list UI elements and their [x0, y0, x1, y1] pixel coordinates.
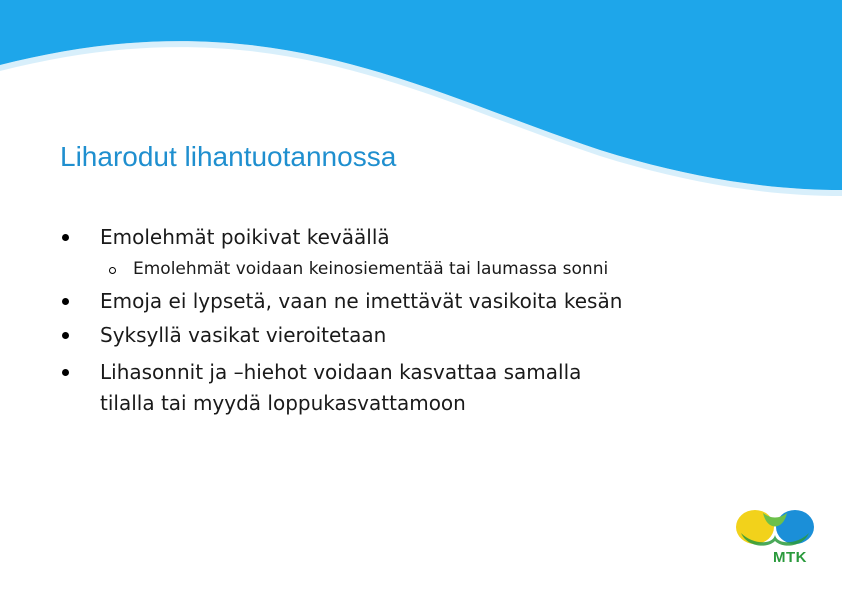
bullet-dot-icon: [62, 332, 69, 339]
bullet-dot-icon: [62, 298, 69, 305]
bullet-dot-icon: [62, 369, 69, 376]
bullet-ring-icon: [109, 267, 116, 274]
bullet-text: Lihasonnit ja –hiehot voidaan kasvattaa samalla: [100, 360, 582, 384]
bullet-text: Emoja ei lypsetä, vaan ne imettävät vasikoita kesän: [100, 289, 623, 313]
bullet-text: Emolehmät poikivat keväällä: [100, 225, 390, 249]
slide-title: Liharodut lihantuotannossa: [60, 141, 397, 172]
bullet-text: Syksyllä vasikat vieroitetaan: [100, 323, 387, 347]
logo-text: MTK: [773, 549, 807, 566]
bullet-dot-icon: [62, 234, 69, 241]
bullet-text: tilalla tai myydä loppukasvattamoon: [100, 391, 466, 415]
sub-bullet-text: Emolehmät voidaan keinosiementää tai laumassa sonni: [133, 259, 609, 279]
